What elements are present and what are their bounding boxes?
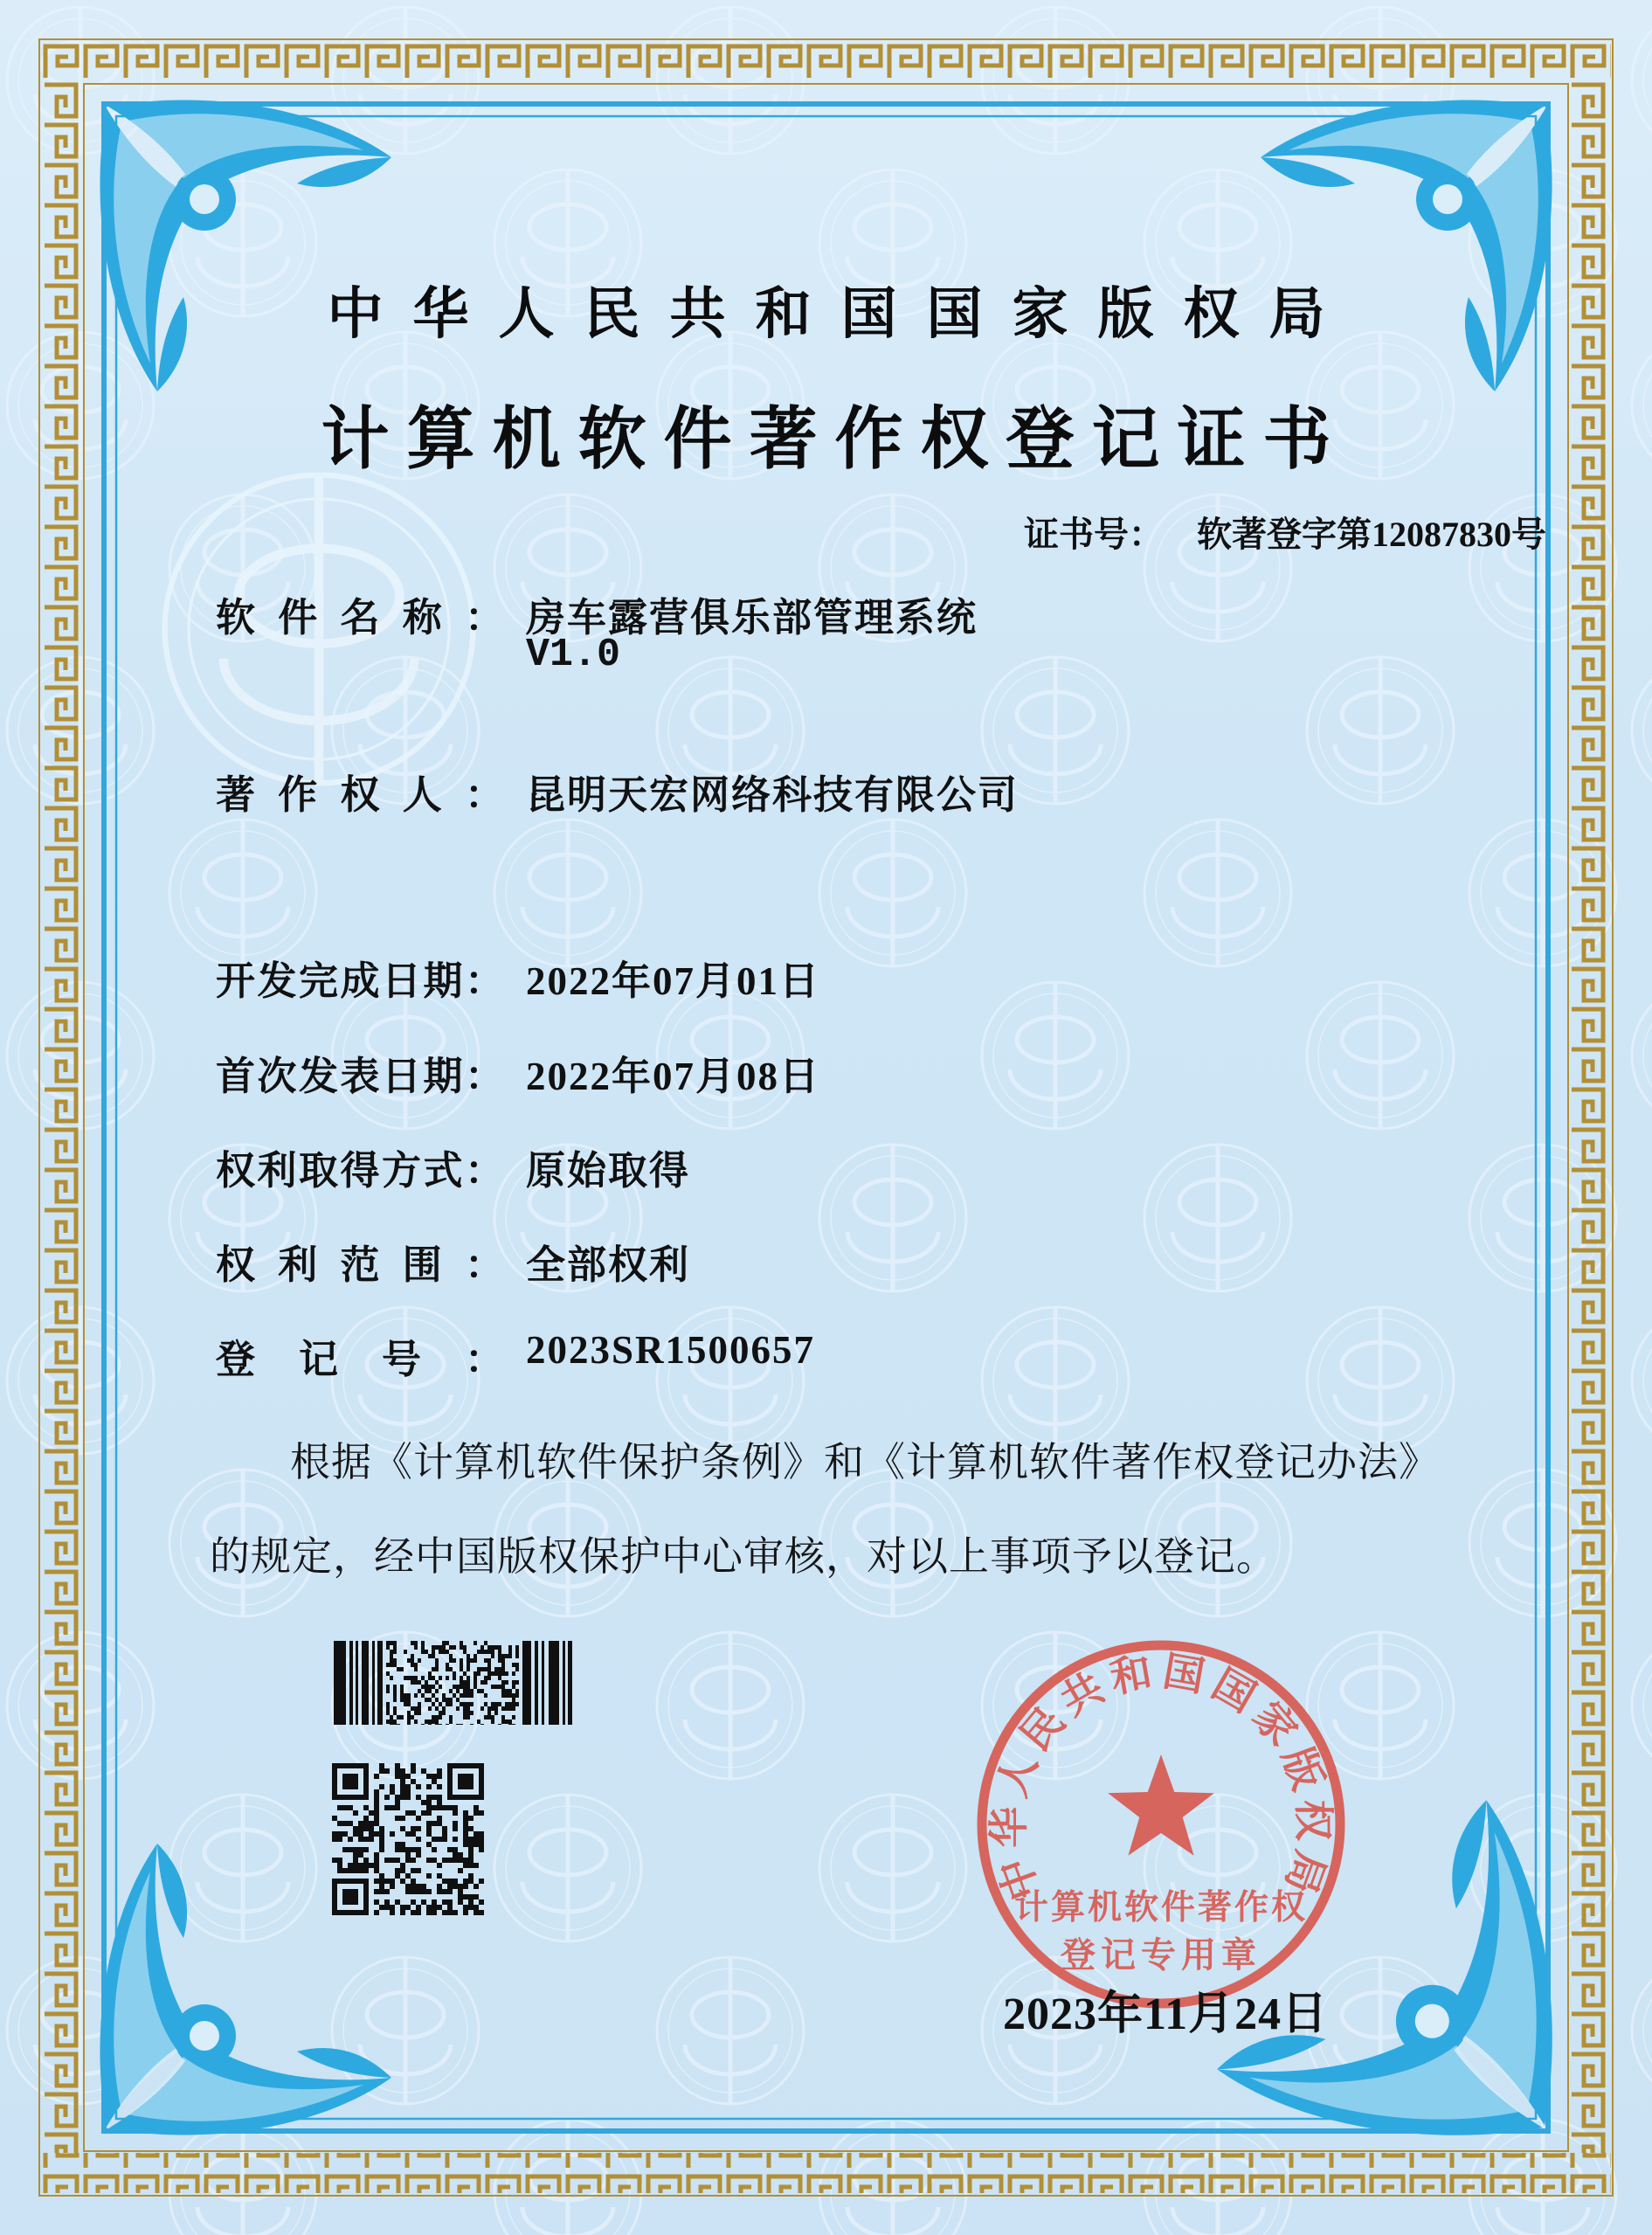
field-first-publish-date [216,1044,821,1098]
field-value: 2022年07月01日 [526,959,821,1003]
seal-inner-line1: 计算机软件著作权 [1013,1889,1309,1927]
field-value: 2022年07月08日 [526,1055,821,1098]
seal-ring-text: 中华人民共和国国家版权局 [986,1649,1336,1906]
field-value: 原始取得 [526,1149,691,1193]
barcode-image [334,1641,572,1725]
field-label: 首次发表日期： [216,1055,504,1098]
software-version: V1.0 [526,633,621,677]
field-copyright-owner [216,763,1020,817]
field-right-acquisition [216,1138,691,1193]
field-value: 全部权利 [526,1243,691,1287]
field-dev-complete-date [216,949,821,1003]
certificate-number-value: 软著登字第12087830号 [1197,515,1546,554]
seal-inner-line2: 登记专用章 [1061,1935,1261,1975]
qr-code-image [332,1763,484,1915]
field-label: 权利取得方式： [216,1149,504,1193]
field-label: 软件名称： [216,596,504,640]
field-value: 房车露营俱乐部管理系统 [526,596,978,640]
authority-title: 中华人民共和国国家版权局 [327,283,1355,345]
certificate-number-label: 证书号： [1024,515,1164,554]
field-right-scope [216,1233,691,1287]
registration-statement: 根据《计算机软件保护条例》和《计算机软件著作权登记办法》的规定，经中国版权保护中心审核，对以上事项予以登记。 [210,1440,1440,1579]
field-software-name [216,585,978,640]
field-registration-no [216,1327,816,1381]
field-label: 著作权人： [216,773,504,817]
official-seal [956,1619,1366,2030]
field-value: 2023SR1500657 [526,1328,816,1372]
certificate-title: 计算机软件著作权登记证书 [321,401,1349,477]
issue-date: 2023年11月24日 [1003,1989,1329,2039]
field-label: 登记号： [216,1338,504,1381]
certificate-number [1024,507,1546,557]
field-label: 权利范围： [216,1243,504,1287]
field-label: 开发完成日期： [216,959,504,1003]
field-value: 昆明天宏网络科技有限公司 [526,773,1020,817]
